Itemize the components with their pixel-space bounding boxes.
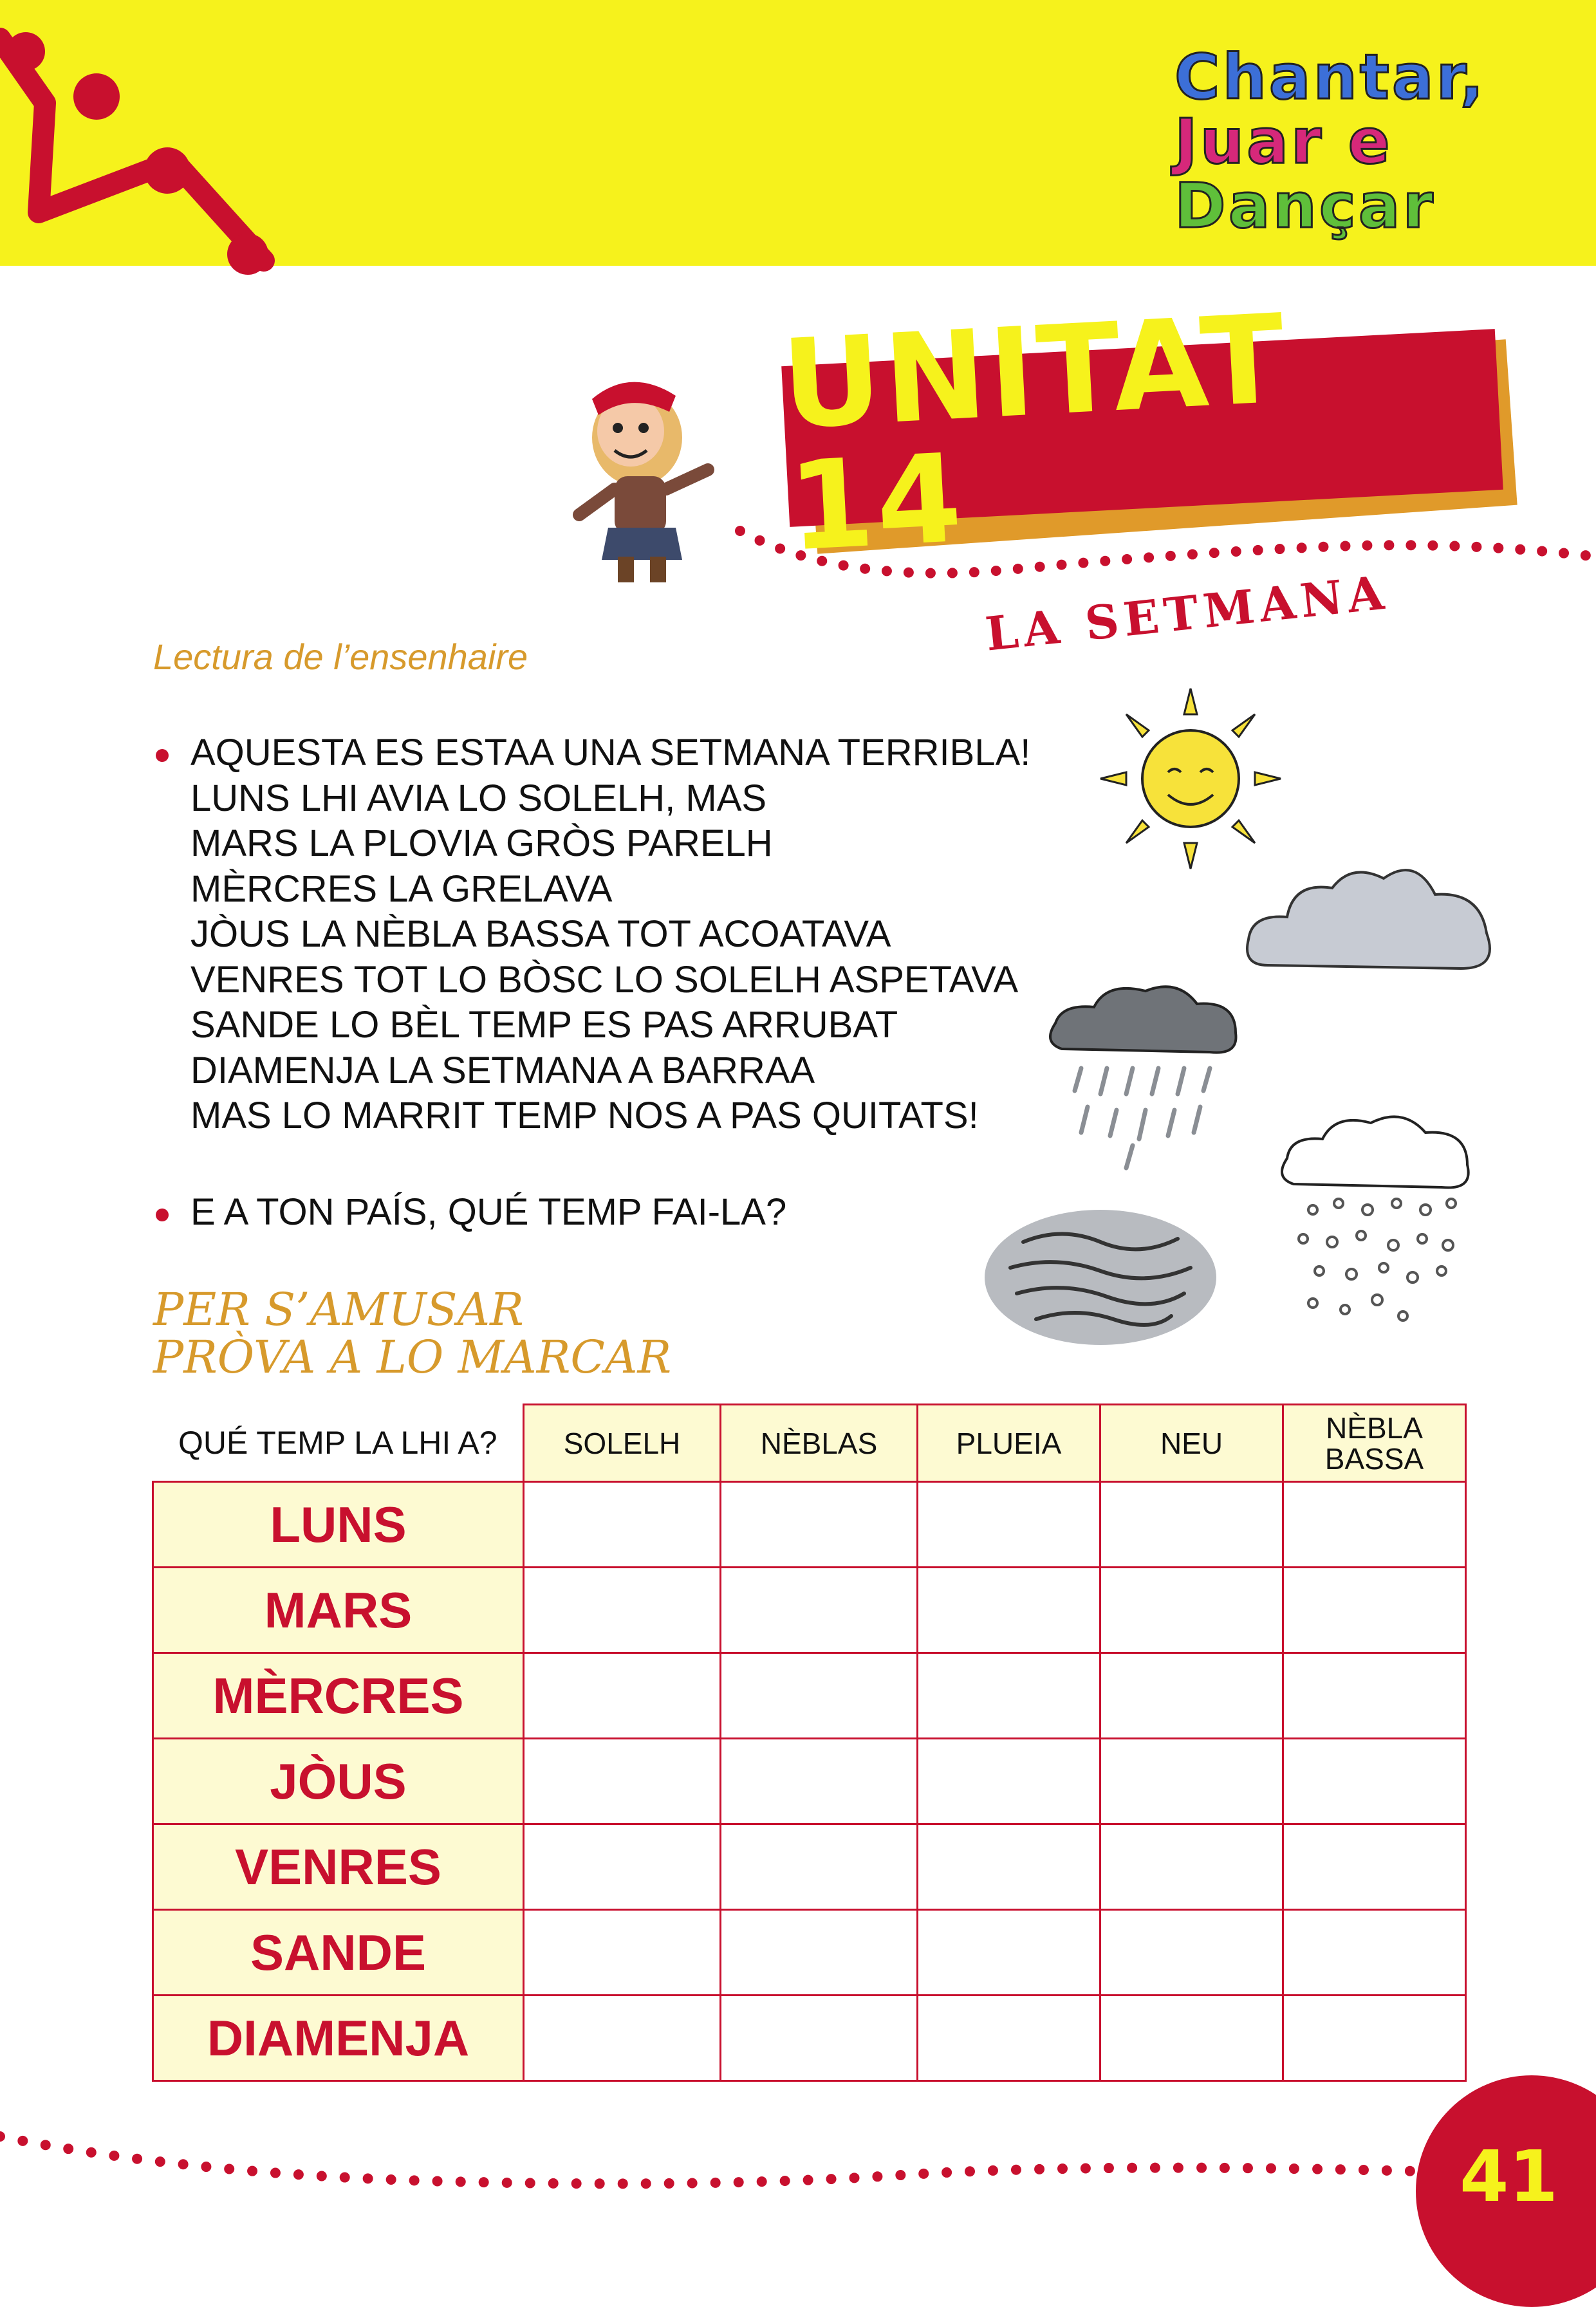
mark-cell[interactable] [524, 1482, 721, 1568]
reading-label: Lectura de l’ensenhaire [153, 636, 528, 677]
mark-cell[interactable] [1283, 1568, 1466, 1653]
poem-line: AQUESTA ES ESTAA UNA SETMANA TERRIBLA! [190, 732, 1031, 774]
poem-line: LUNS LHI AVIA LO SOLELH, MAS [190, 777, 767, 819]
day-label: SANDE [153, 1910, 524, 1996]
unit-subtitle: LA SETMANA [983, 564, 1391, 662]
mark-cell[interactable] [1100, 1996, 1283, 2081]
play-section-title [153, 1283, 672, 1384]
mark-cell[interactable] [918, 1482, 1100, 1568]
mark-cell[interactable] [1100, 1568, 1283, 1653]
mark-cell[interactable] [721, 1824, 918, 1910]
mark-cell[interactable] [918, 1910, 1100, 1996]
mark-cell[interactable] [1283, 1910, 1466, 1996]
day-label: VENRES [153, 1824, 524, 1910]
mark-cell[interactable] [1283, 1824, 1466, 1910]
mark-cell[interactable] [721, 1653, 918, 1739]
table-row [153, 1739, 1466, 1824]
bullet-dot [156, 749, 169, 762]
page-number: 41 [1460, 2135, 1559, 2218]
rain-cloud-icon [1043, 972, 1248, 1178]
logo-line-1: Chantar, [1174, 41, 1487, 113]
column-header: PLUEIA [918, 1405, 1100, 1482]
column-header: SOLELH [524, 1405, 721, 1482]
unit-title: UNITAT 14 [778, 288, 1291, 579]
day-label: MARS [153, 1568, 524, 1653]
poem-line: MÈRCRES LA GRELAVA [190, 867, 613, 910]
mark-cell[interactable] [1100, 1910, 1283, 1996]
mark-cell[interactable] [1100, 1739, 1283, 1824]
mark-cell[interactable] [918, 1996, 1100, 2081]
mark-cell[interactable] [524, 1739, 721, 1824]
table-header-row [153, 1405, 1466, 1482]
logo-line-2: Juar e [1174, 106, 1393, 178]
mark-cell[interactable] [918, 1568, 1100, 1653]
weather-table [152, 1404, 1467, 2082]
mark-cell[interactable] [524, 1653, 721, 1739]
mark-cell[interactable] [1283, 1996, 1466, 2081]
table-corner-label: QUÉ TEMP LA LHI A? [153, 1405, 524, 1482]
mark-cell[interactable] [1283, 1653, 1466, 1739]
bottom-dotted-wave [0, 2104, 1454, 2207]
cloud-icon [1242, 843, 1499, 997]
mark-cell[interactable] [918, 1739, 1100, 1824]
poem-line: MAS LO MARRIT TEMP NOS A PAS QUITATS! [190, 1095, 979, 1136]
mark-cell[interactable] [721, 1996, 918, 2081]
column-header: NEU [1100, 1405, 1283, 1482]
table-row [153, 1568, 1466, 1653]
table-row [153, 1910, 1466, 1996]
bullet-dot [156, 1209, 169, 1221]
dotted-wave-divider [740, 515, 1596, 592]
mark-cell[interactable] [1100, 1653, 1283, 1739]
unit-banner [778, 288, 1503, 579]
snow-cloud-icon [1274, 1100, 1493, 1339]
wind-icon [978, 1197, 1223, 1358]
poem-line: JÒUS LA NÈBLA BASSA TOT ACOATAVA [190, 913, 891, 955]
mark-cell[interactable] [1283, 1482, 1466, 1568]
girl-character-icon [553, 360, 734, 592]
series-logo [1174, 41, 1535, 242]
poem [190, 730, 1104, 1139]
mark-cell[interactable] [721, 1482, 918, 1568]
mark-cell[interactable] [1283, 1739, 1466, 1824]
day-label: DIAMENJA [153, 1996, 524, 2081]
mark-cell[interactable] [1100, 1824, 1283, 1910]
day-label: JÒUS [153, 1739, 524, 1824]
day-label: MÈRCRES [153, 1653, 524, 1739]
mark-cell[interactable] [918, 1824, 1100, 1910]
poem-line: SANDE LO BÈL TEMP ES PAS ARRUBAT [190, 1004, 898, 1046]
table-row [153, 1482, 1466, 1568]
mark-cell[interactable] [1100, 1482, 1283, 1568]
mark-cell[interactable] [721, 1739, 918, 1824]
mark-cell[interactable] [524, 1824, 721, 1910]
mark-cell[interactable] [524, 1910, 721, 1996]
mark-cell[interactable] [524, 1996, 721, 2081]
mark-cell[interactable] [524, 1568, 721, 1653]
weather-question: E A TON PAÍS, QUÉ TEMP FAI-LA? [190, 1191, 787, 1233]
play-line-2: PRÒVA A LO MARCAR [153, 1331, 672, 1384]
table-row [153, 1653, 1466, 1739]
corner-ornament-icon [0, 0, 270, 266]
column-header: NÈBLA BASSA [1283, 1405, 1466, 1482]
column-header: NÈBLAS [721, 1405, 918, 1482]
day-label: LUNS [153, 1482, 524, 1568]
play-line-1: PER S’AMUSAR [153, 1283, 524, 1336]
mark-cell[interactable] [721, 1568, 918, 1653]
poem-line: VENRES TOT LO BÒSC LO SOLELH ASPETAVA [190, 958, 1019, 1001]
poem-line: DIAMENJA LA SETMANA A BARRAA [190, 1049, 815, 1091]
logo-line-3: Dançar [1174, 170, 1436, 242]
poem-line: MARS LA PLOVIA GRÒS PARELH [190, 822, 773, 864]
mark-cell[interactable] [721, 1910, 918, 1996]
table-row [153, 1824, 1466, 1910]
mark-cell[interactable] [918, 1653, 1100, 1739]
table-row [153, 1996, 1466, 2081]
